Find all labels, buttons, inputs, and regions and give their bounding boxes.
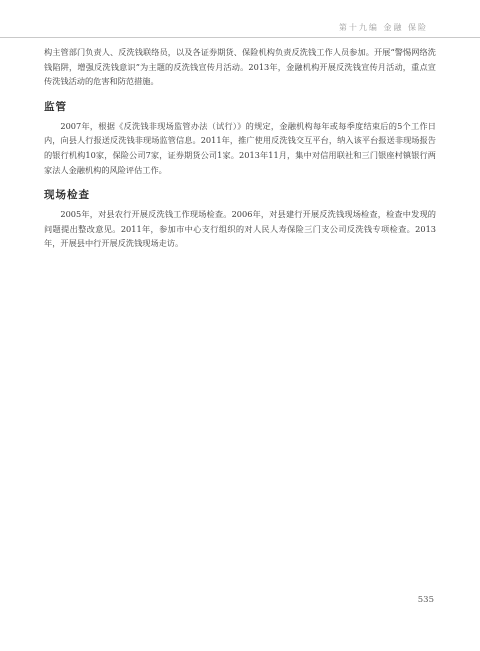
page-number: 535: [417, 595, 434, 605]
supervision-paragraph: 2007年，根据《反洗钱非现场监管办法（试行）》的规定，金融机构每年或每季度结束后的5个工作日内，向县人行报送反洗钱非现场监管信息。2011年，推广使用反洗钱交互平台，纳入该平台报送非现场报告的银行机构10家，保险公司7家，证券期货公司1家。2013年11月，集中对信用联社和三门银座村镇银行两家法人金融机构的风险评估工作。: [44, 120, 436, 175]
section-heading-inspection: 现场检查: [44, 189, 90, 202]
intro-paragraph: 构主管部门负责人、反洗钱联络员，以及各证券期货、保险机构负责反洗钱工作人员参加。开展“警惕网络洗钱陷阱，增强反洗钱意识”为主题的反洗钱宣传月活动。2013年，金融机构开展反洗钱宣传月活动，重点宣传洗钱活动的危害和防范措施。: [44, 47, 436, 87]
running-header: 第十九编 金融 保险: [338, 23, 428, 32]
section-heading-supervision: 监管: [44, 100, 67, 113]
inspection-paragraph: 2005年，对县农行开展反洗钱工作现场检查。2006年，对县建行开展反洗钱现场检查，检查中发现的问题提出整改意见。2011年，参加市中心支行组织的对人民人寿保险三门支公司反洗钱专项检查。2013年，开展县中行开展反洗钱现场走访。: [44, 209, 436, 249]
page-body: [44, 45, 436, 251]
header-divider: [0, 37, 480, 38]
